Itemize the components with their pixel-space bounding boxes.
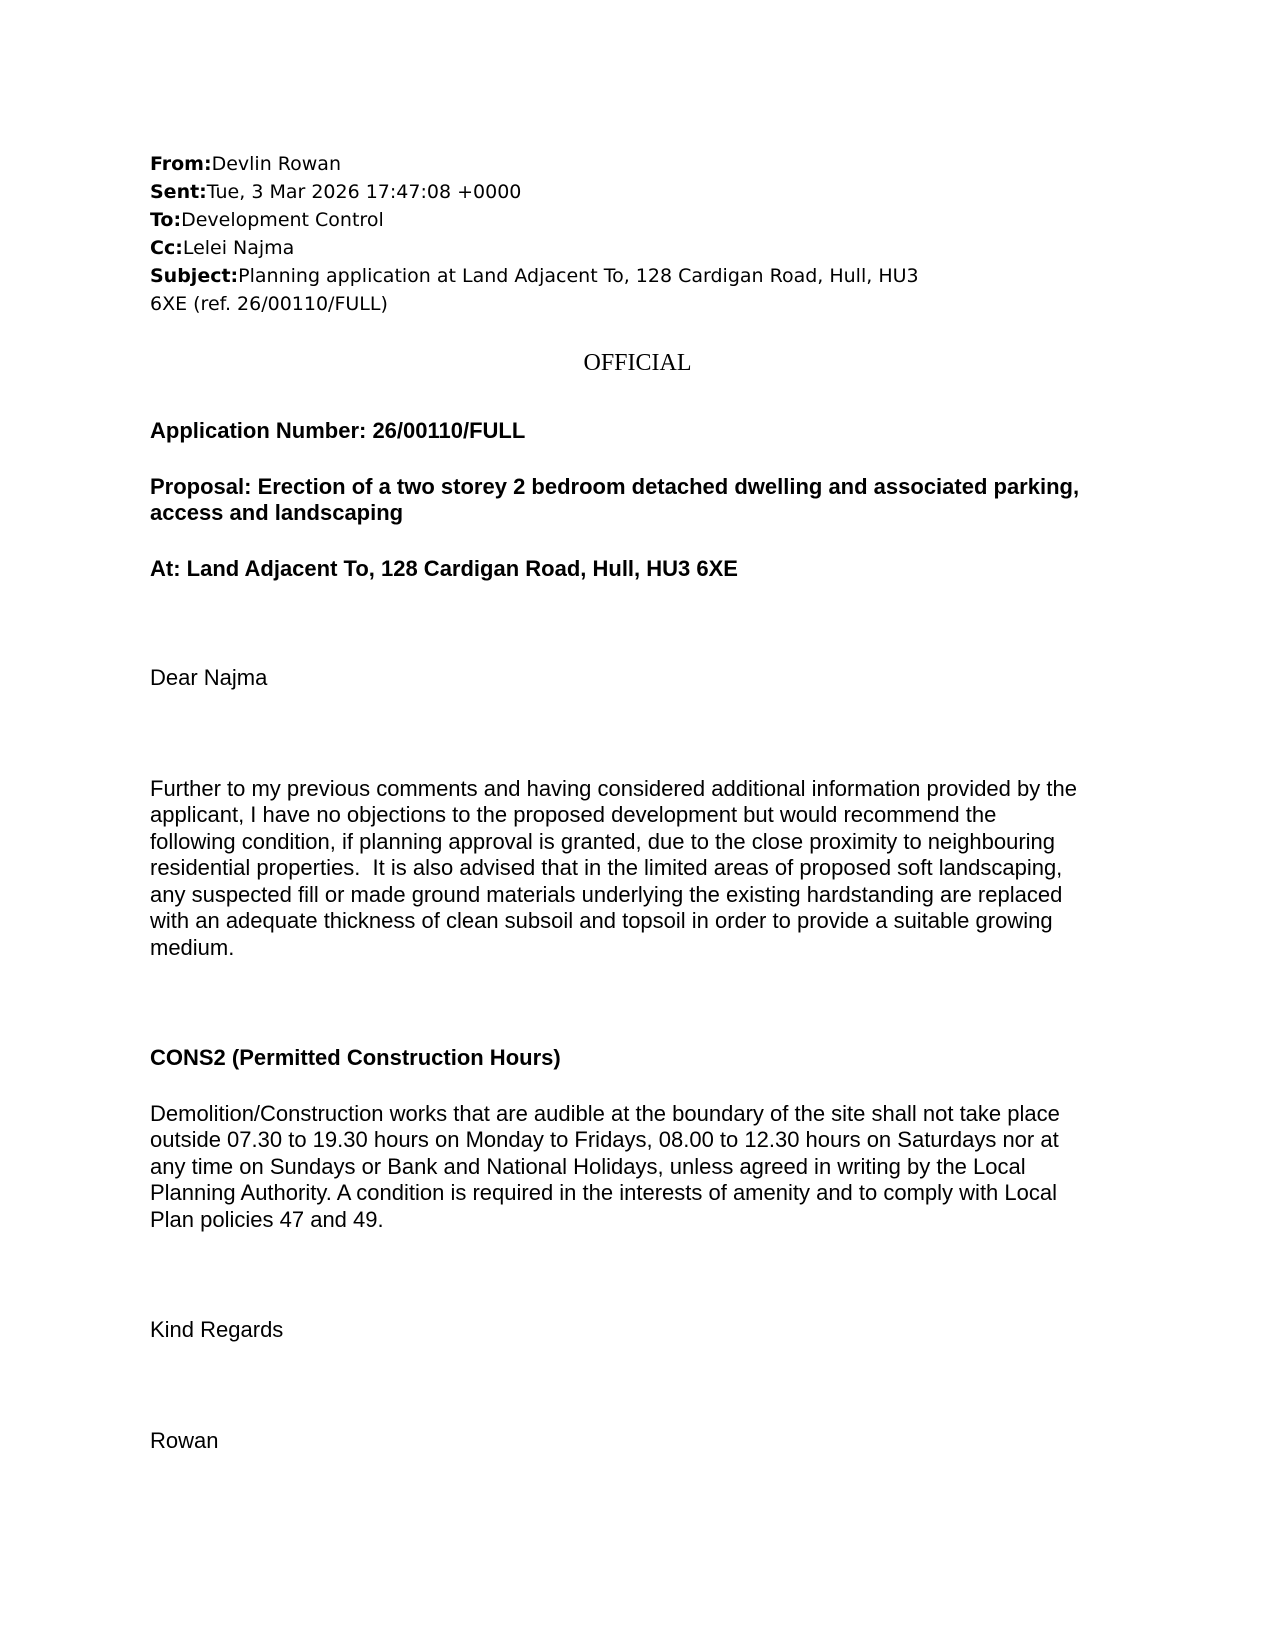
proposal: Proposal: Erection of a two storey 2 bedroom detached dwelling and associated parking, access and landscaping [150,473,1080,525]
from-label: From: [150,153,212,175]
condition-text: Demolition/Construction works that are audible at the boundary of the site shall not take place outside 07.30 to 19.30 hours on Monday to Fridays, 08.00 to 12.30 hours on Saturdays nor at any time on Sundays or Bank and National Holidays, unless agreed in writing by the Local Planning Authority. A condition is required in the interests of amenity and to comply with Local Plan policies 47 and 49. [150,1100,1060,1232]
cc-value: Lelei Najma [182,237,295,259]
signature: Rowan [150,1427,219,1453]
to-label: To: [150,209,182,231]
from-line [150,150,1125,178]
greeting: Dear Najma [150,665,268,690]
application-number: Application Number: 26/00110/FULL [150,418,526,443]
cc-line [150,234,1125,262]
classification-marking: OFFICIAL [583,350,692,376]
body-paragraph: Further to my previous comments and having considered additional information provided by the applicant, I have no objections to the proposed development but would recommend the following condition, if planning approval is granted, due to the close proximity to neighbouring residential properties. It is also advised that in the limited areas of proposed soft landscaping, any suspected fill or made ground materials underlying the existing hardstanding are replaced with an adequate thickness of clean subsoil and topsoil in order to provide a suitable growing medium. [150,775,1084,960]
from-value: Devlin Rowan [211,153,341,175]
sent-label: Sent: [150,181,207,203]
site-location: At: Land Adjacent To, 128 Cardigan Road, Hull, HU3 6XE [150,555,738,581]
subject-line [150,262,950,318]
to-line [150,206,1125,234]
subject-label: Subject: [150,265,239,287]
cc-label: Cc: [150,237,183,259]
sent-line [150,178,1125,206]
condition-title: CONS2 (Permitted Construction Hours) [150,1045,561,1070]
to-value: Development Control [181,209,384,231]
subject-value: Planning application at Land Adjacent To, 128 Cardigan Road, Hull, HU3 6XE (ref. 26/00110/FULL) [150,265,919,315]
email-document [150,150,1125,1454]
closing: Kind Regards [150,1317,284,1342]
sent-value: Tue, 3 Mar 2026 17:47:08 +0000 [206,181,522,203]
email-header [150,150,1125,318]
